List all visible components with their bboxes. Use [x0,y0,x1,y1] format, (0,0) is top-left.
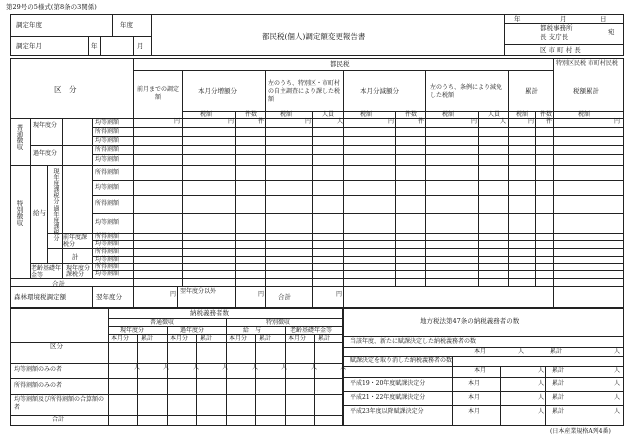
ka-nendo-label: 過年度分 [33,150,58,157]
unit-nin-bottom: 人 [134,364,141,371]
art47-cell: 本月 [468,380,481,387]
report-title: 都民税(個人)調定額変更報告書 [262,32,366,41]
art47-title: 地方税法第47条の納税義務者の数 [420,317,520,325]
unit-yen-shinrin-3: 円 [336,291,343,298]
row3-label: 均等割額及び所得割額の合算額の者 [14,396,105,411]
unit-ken-1: 件 [258,118,265,125]
row-label-shotoku: 所得割額 [95,145,120,153]
rourei-col: 老齢基礎年金等 [290,327,333,334]
adjust-year-label: 調定年度 [16,21,42,29]
art47-this-1: 本月 [474,348,487,355]
col-line [196,334,197,426]
yokunendo-label: 翌年度分 [96,293,122,301]
unit-ken-3: 件 [546,118,553,125]
cumulative-col: 累計 [141,335,154,342]
sub-tax-2: 税額 [280,111,293,118]
sub-count-2: 件数 [405,111,418,118]
art47-cell: 人 [538,394,545,401]
unit-yen-4: 円 [388,118,395,125]
kyuyo-col: 給 与 [243,327,262,334]
row1-label: 均等割額のみの者 [14,366,63,373]
col-line [314,334,315,426]
unit-yen-6: 円 [528,118,535,125]
art47-cell: 人 [538,380,545,387]
cumulative-col: 累計 [318,335,331,342]
col-decrease-header: 本月分減額分 [360,87,399,95]
cumulative-col: 累計 [259,335,272,342]
unit-yen-1: 円 [174,118,181,125]
tominzei-label: 都民税 [330,60,350,68]
row-label-shotoku: 所得割額 [95,248,120,255]
row-line [92,136,624,137]
art47-cum-2: 累計 [552,367,565,374]
art47-desc: 当該年度、新たに賦課決定した納税義務者の数 [350,338,477,345]
kei-label: 計 [72,253,79,261]
this-month-col: 本月分 [288,335,307,342]
row-line [92,195,624,196]
row-line [92,154,624,155]
art47-cell: 累計 [552,394,565,401]
row-label-shotoku: 所得割額 [95,263,120,270]
tax-office: 都税事務所 [540,24,573,32]
col-line [137,334,138,426]
art47-cancel: 賦課決定を取り消した納税義務者の数 [350,357,453,364]
art47-r1: 平成19・20年度賦課決定分 [350,380,426,387]
row-label-kintou: 均等割額 [95,183,120,191]
kazeibun-label: 課税分 [66,271,85,278]
row-label-kintou: 均等割額 [95,219,120,226]
gen-nendo-label: 現年度分 [33,122,58,129]
row2-label: 所得割額のみの者 [14,382,63,389]
cumulative-col: 累計 [200,335,213,342]
row-line [92,213,624,214]
row-line [92,145,624,146]
row-line [92,165,624,166]
unit-yen-shinrin-2: 円 [258,291,265,298]
ka-nendo-kazei-label: 過年度課税分 [52,205,59,241]
row-line [92,240,624,241]
art47-r3: 平成23年度以降賦課決定分 [350,408,424,415]
art47-cell: 人 [614,380,621,387]
goukei-label: 合計 [52,280,65,288]
col-cumulative2-header: 税額累計 [573,87,599,95]
shinrin-label: 森林環境税調定額 [14,293,66,301]
art47-cell: 本月 [468,408,481,415]
art47-r2: 平成21・22年度賦課決定分 [350,394,426,401]
row-label-shotoku: 所得割額 [95,200,120,207]
col-line [255,334,256,426]
row-line [92,180,624,181]
col-increase-header: 本月分増額分 [198,87,237,95]
kyuyo-label: 給与 [33,209,46,217]
row-line [92,278,624,279]
month-unit: 月 [137,42,144,50]
row-line [92,270,624,271]
row-label-kintou: 均等割額 [95,256,120,263]
addressee: 宛 [608,28,615,36]
tokubetsu-col: 特別徴収 [266,319,291,326]
branch-chief: 長 支庁長 [540,33,569,41]
unit-yen-2: 円 [228,118,235,125]
col-cumulative-header: 累計 [525,87,538,95]
futsu-col: 普通徴収 [150,319,175,326]
art47-cell: 累計 [552,380,565,387]
row-label-kintou: 均等割額 [95,240,120,247]
sub-tax-5: 税額 [516,111,529,118]
adjust-month-label: 調定年月 [16,42,42,50]
footer-note: (日本産業規格A列4番) [550,428,611,435]
municipality: 区 市 町 村 長 [540,46,581,54]
art47-cell: 人 [614,394,621,401]
art47-cum-1: 累計 [550,348,563,355]
gen-nendo-kazei-label: 現年度課税分 [52,168,59,204]
gen-nendo-col: 現年度分 [120,327,145,334]
this-month-col: 本月分 [170,335,189,342]
form-number: 第29号の5様式(第8条の3関係) [6,3,97,11]
row-line [92,256,624,257]
unit-nin-bottom: 人 [340,364,347,371]
nozei-title: 納税義務者数 [190,309,229,317]
unit-nin-bottom: 人 [193,364,200,371]
row4-label: 合計 [52,416,65,423]
year-unit: 年度 [120,21,133,29]
row-label-kintou: 均等割額 [95,136,120,144]
kubun-label: 区分 [50,342,63,350]
sub-tax-6: 税額 [578,111,591,118]
yokunendo-igai-label: 翌年度分以外 [180,288,217,295]
unit-nin-bottom: 人 [163,364,170,371]
unit-nin-bottom: 人 [281,364,288,371]
sub-tax-1: 税額 [200,111,213,118]
unit-nin-1: 人 [337,118,344,125]
zen-nendo-kazei-label: 前年度課税分 [63,234,88,248]
row-line [92,263,624,264]
art47-cell: 本月 [468,394,481,401]
section-label: 区 分 [54,85,77,94]
sub-count-1: 件数 [245,111,258,118]
sub-tax-3: 税額 [360,111,373,118]
row-label-kintou: 均等割額 [95,118,120,126]
goukei2-label: 合計 [278,293,291,301]
row-line [92,233,624,234]
sub-tax-4: 税額 [442,111,455,118]
art47-cell: 人 [614,408,621,415]
day-label: 日 [600,15,607,23]
sub-persons-2: 人員 [488,111,501,118]
art47-cell: 人 [538,408,545,415]
unit-yen-5: 円 [471,118,478,125]
art47-unit-3: 人 [538,367,545,374]
ka-nendo-col: 過年度分 [180,327,205,334]
unit-nin-bottom: 人 [222,364,229,371]
unit-yen-3: 円 [305,118,312,125]
unit-nin-bottom: 人 [311,364,318,371]
row-line [92,127,624,128]
col-included-header: 左のうち、特別区・市町村の自主調査により課した税額 [268,80,341,103]
unit-ken-2: 件 [418,118,425,125]
rourei-kazei-label: 現年度分 [66,265,91,272]
this-month-col: 本月分 [229,335,248,342]
unit-yen-shinrin-1: 円 [170,291,177,298]
sub-persons-1: 人員 [322,111,335,118]
art47-unit-1: 人 [518,348,525,355]
row-label-kintou: 均等割額 [95,270,120,277]
tokubetsu-label: 特別区民税 市町村民税 [556,60,618,67]
unit-nin-2: 人 [500,118,507,125]
unit-nin-bottom: 人 [252,364,259,371]
art47-unit-2: 人 [614,348,621,355]
sub-count-3: 件数 [540,111,553,118]
this-month-col: 本月分 [111,335,130,342]
year-label: 年 [514,15,521,23]
row-label-shotoku: 所得割額 [95,168,120,176]
art47-unit-4: 人 [614,367,621,374]
art47-this-2: 本月 [474,367,487,374]
col-ordinance-header: 左のうち、条例により減免した税額 [430,84,503,99]
tokubetsu-label-row: 特別徴収 [15,200,24,226]
year-unit-2: 年 [91,42,98,50]
col-prev-header: 前月までの調定額 [136,86,179,101]
row-label-shotoku: 所得割額 [95,127,120,135]
row-label-shotoku: 所得割額 [95,233,120,240]
row-line [92,248,624,249]
rourei-label: 老齢基礎年金等 [31,265,62,280]
row-label-kintou: 均等割額 [95,155,120,163]
art47-cell: 累計 [552,408,565,415]
futsu-label: 普通徴収 [15,124,24,150]
month-label: 月 [560,15,567,23]
unit-yen-7: 円 [614,118,621,125]
